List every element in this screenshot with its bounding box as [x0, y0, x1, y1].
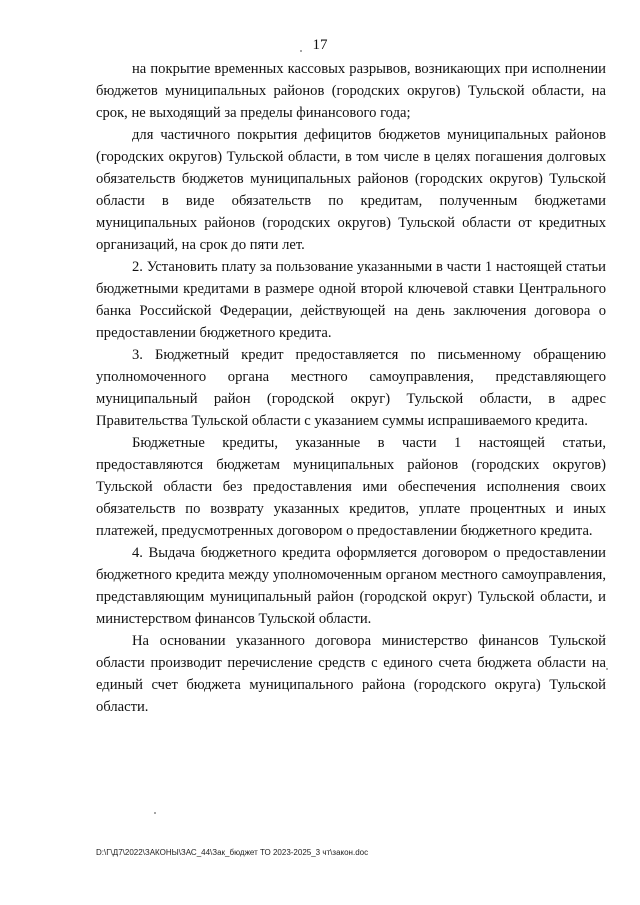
scan-speck: [606, 668, 608, 670]
scan-speck: [154, 812, 156, 814]
document-body: [96, 58, 606, 718]
paragraph-no-collateral: Бюджетные кредиты, указанные в части 1 настоящей статьи, предоставляются бюджетам муниципальных районов (городских округов) Тульской области без предоставления ими обеспечения исполнения своих обязательств по возврату указанных кредитов, уплате процентных и иных платежей, предусмотренных договором о предоставлении бюджетного кредита.: [96, 435, 606, 539]
paragraph-cash-gaps: на покрытие временных кассовых разрывов, возникающих при исполнении бюджетов муниципальных районов (городских округов) Тульской области, на срок, не выходящий за пределы финансового года;: [96, 61, 606, 121]
paragraph-funds-transfer: На основании указанного договора министерство финансов Тульской области производит перечисление средств с единого счета бюджета области на единый счет бюджета муниципального района (городского округа) Тульской области.: [96, 633, 606, 715]
scan-speck: [300, 50, 302, 52]
page-number: 17: [312, 37, 328, 53]
file-path-footer: D:\Г\Д7\2022\ЗАКОНЫ\ЗАС_44\Зак_бюджет ТО 2023-2025_3 чт\закон.doc: [96, 848, 369, 857]
paragraph-item-4-agreement: 4. Выдача бюджетного кредита оформляется договором о предоставлении бюджетного кредита между уполномоченным органом местного самоуправления, представляющим муниципальный район (городской округ) Тульской области, и министерством финансов Тульской области.: [96, 545, 606, 627]
paragraph-item-3-request: 3. Бюджетный кредит предоставляется по письменному обращению уполномоченного органа местного самоуправления, представляющего муниципальный район (городской округ) Тульской области, в адрес Правительства Тульской области с указанием суммы испрашиваемого кредита.: [96, 347, 606, 429]
paragraph-deficit-coverage: для частичного покрытия дефицитов бюджетов муниципальных районов (городских округов) Тульской области, в том числе в целях погашения долговых обязательств бюджетов муниципальных районов (городских округов) Тульской области в виде обязательств по кредитам, полученным бюджетами муниципальных районов (городских округов) Тульской области от кредитных организаций, на срок до пяти лет.: [96, 127, 606, 253]
paragraph-item-2-fee: 2. Установить плату за пользование указанными в части 1 настоящей статьи бюджетными кредитами в размере одной второй ключевой ставки Центрального банка Российской Федерации, действующей на день заключения договора о предоставлении бюджетного кредита.: [96, 259, 606, 341]
